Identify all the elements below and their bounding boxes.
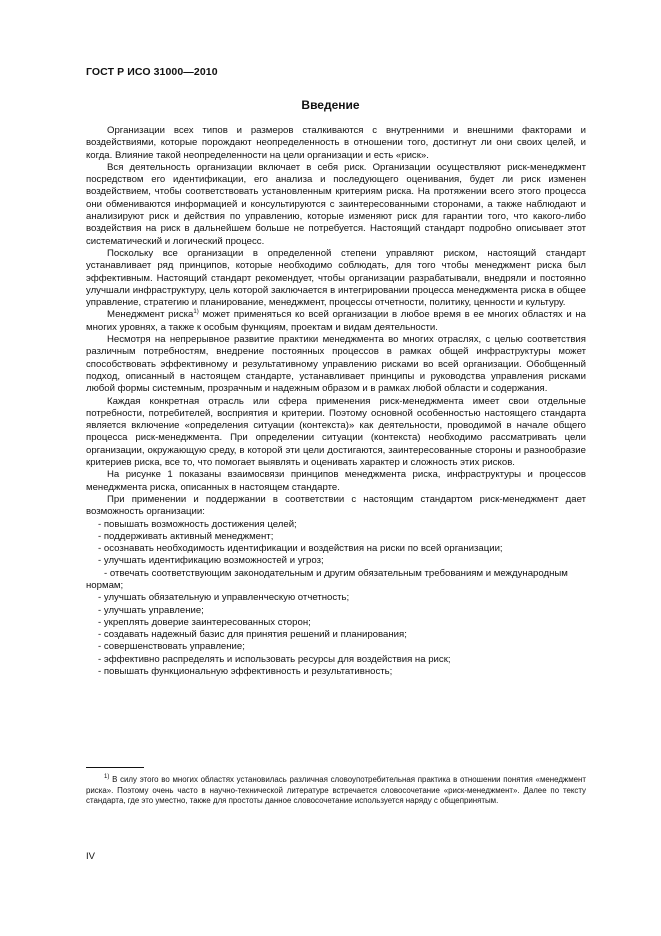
footnote-body xyxy=(86,775,586,807)
standard-header: ГОСТ Р ИСО 31000—2010 xyxy=(86,66,218,78)
list-item: - улучшать обязательную и управленческую отчетность; xyxy=(98,592,350,604)
list-item: - повышать функциональную эффективность и результативность; xyxy=(98,666,393,678)
paragraph-text: может применяться ко всей организации в любое время в ее многих областях и на многих уровнях, а также к особым функциям, проектам и видам деятельности. xyxy=(86,309,586,333)
list-item: - повышать возможность достижения целей; xyxy=(98,518,297,530)
footnote-text: В силу этого во многих областях установилась различная словоупотребительная практика в отношении понятия «менеджмент риска». Поэтому очень часто в научно-технической литературе встречается словосочетание «риск-менеджмент». Далее по тексту стандарта, где это уместно, также для простоты данное словосочетание используется наряду с общепринятым. xyxy=(86,775,586,806)
paragraph: На рисунке 1 показаны взаимосвязи принципов менеджмента риска, инфраструктуры и процессов менеджмента риска, описанных в настоящем стандарте. xyxy=(86,469,586,493)
footnote-reference: 1) xyxy=(193,309,199,316)
list-item: - эффективно распределять и использовать ресурсы для воздействия на риск; xyxy=(98,653,451,665)
paragraph: При применении и поддержании в соответствии с настоящим стандартом риск-менеджмент дает возможность организации: xyxy=(86,493,586,518)
page-number: IV xyxy=(86,851,95,862)
list-item: - отвечать соответствующим законодательным и другим обязательным требованиям и международным нормам; xyxy=(86,567,568,591)
list-item: - совершенствовать управление; xyxy=(98,641,245,653)
paragraph: Каждая конкретная отрасль или сфера применения риск-менеджмента имеет свои отдельные потребности, потребителей, восприятия и критерии. Поэтому основной особенностью настоящего стандарта является включение «определения ситуации (контекста)» как деятельности, проводимой в начале общего процесса риск-менеджмента. При определении ситуации (контекста) необходимо рассматривать цели организации, окружающую среду, в которой эти цели достигаются, заинтересованные стороны и разнообразие критериев риска, все то, что помогает выявлять и оценивать характер и сложность этих рисков. xyxy=(86,395,586,469)
list-item: - осознавать необходимость идентификации и воздействия на риски по всей организации; xyxy=(98,543,503,555)
paragraph: Вся деятельность организации включает в себя риск. Организации осуществляют риск-менеджмент посредством его идентификации, его анализа и последующего оценивания, будет ли риск изменен воздействием, чтобы соответствовать установленным критериям риска. На протяжении всего этого процесса они обмениваются информацией и консультируются с заинтересованными сторонами, а также наблюдают и анализируют риск и действия по управлению, которые изменяют риск для гарантии того, что какого-либо воздействия на риск в дальнейшем больше не потребуется. Настоящий стандарт подробно описывает этот систематический и логический процесс. xyxy=(86,161,586,247)
body-text xyxy=(86,125,586,678)
list-item: - укреплять доверие заинтересованных сторон; xyxy=(98,616,311,628)
footnote-divider xyxy=(86,767,144,768)
list-item: - создавать надежный базис для принятия решений и планирования; xyxy=(98,629,407,641)
list-item: - улучшать идентификацию возможностей и угроз; xyxy=(98,555,324,567)
paragraph-text: Менеджмент риска xyxy=(107,309,194,321)
paragraph-with-footnote xyxy=(86,309,586,334)
benefits-list xyxy=(86,519,586,679)
section-title: Введение xyxy=(301,98,360,112)
list-item: - улучшать управление; xyxy=(98,604,204,616)
paragraph: Организации всех типов и размеров сталкиваются с внутренними и внешними факторами и воздействиями, которые порождают неопределенность в отношении того, достигнут ли они своих целей, и когда. Влияние такой неопределенности на цели организации и есть «риск». xyxy=(86,125,586,161)
list-item: - поддерживать активный менеджмент; xyxy=(98,530,274,542)
paragraph: Несмотря на непрерывное развитие практики менеджмента во многих отраслях, с целью соответствия различным потребностям, внедрение постоянных процессов в рамках общей инфраструктуры может способствовать эффективному и результативному управлению рисками во всей организации. Обобщенный подход, описанный в настоящем стандарте, устанавливает принципы и руководства управления рисками любой формы системным, прозрачным и надежным образом и в рамках любой области и содержания. xyxy=(86,334,586,395)
paragraph: Поскольку все организации в определенной степени управляют риском, настоящий стандарт устанавливает ряд принципов, которые необходимо соблюдать, для того чтобы менеджмент риска был эффективным. Настоящий стандарт рекомендует, чтобы организации разрабатывали, внедряли и постоянно улучшали инфраструктуру, цель которой заключается в интегрировании процесса менеджмента риска в общее управление, стратегию и планирование, менеджмент, процессы отчетности, политику, ценности и культуру. xyxy=(86,247,586,309)
footnote xyxy=(86,775,586,807)
footnote-mark: 1) xyxy=(104,774,110,780)
